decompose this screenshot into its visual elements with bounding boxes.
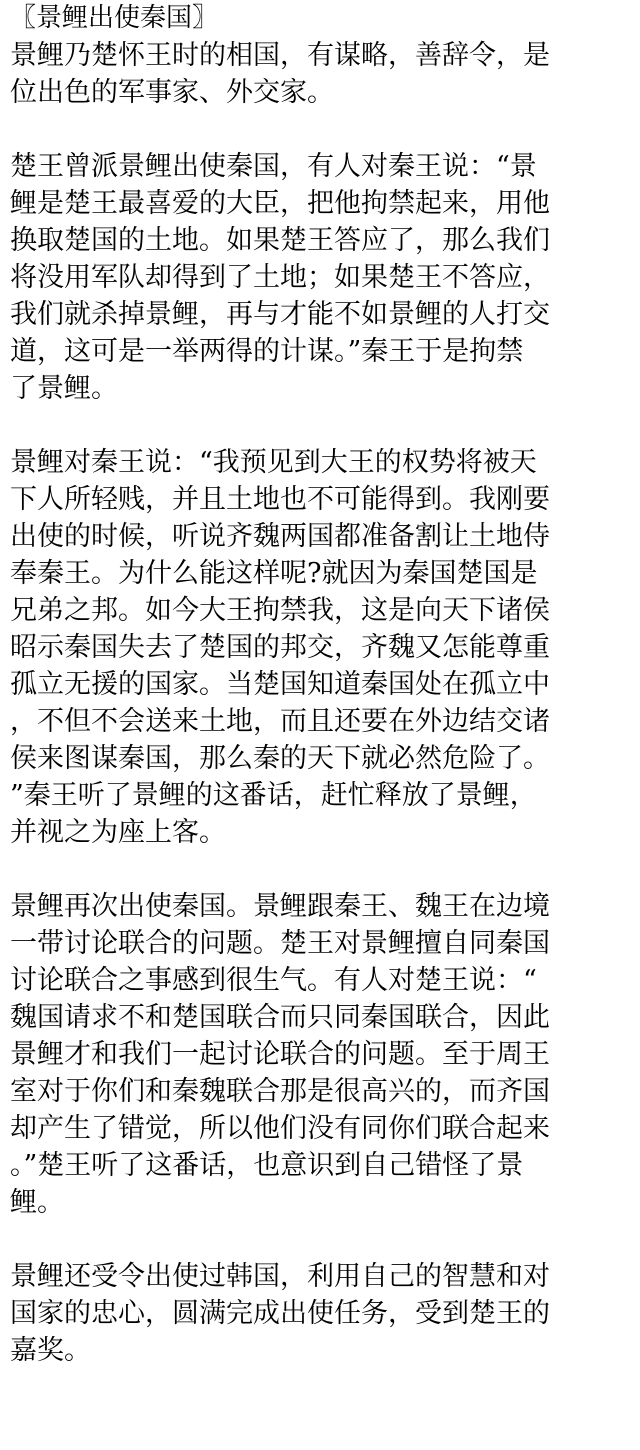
paragraph-detained [10, 148, 634, 407]
text-line: 侯来图谋秦国，那么秦的天下就必然危险了。 [10, 743, 550, 774]
text-line: 孤立无援的国家。当楚国知道秦国处在孤立中 [10, 669, 550, 700]
text-line: 了景鲤。 [10, 373, 118, 404]
paragraph-intro [10, 37, 634, 111]
text-line: 景鲤乃楚怀王时的相国，有谋略，善辞令，是 [10, 40, 550, 71]
text-line: 一带讨论联合的问题。楚王对景鲤擅自同秦国 [10, 928, 550, 959]
text-line: 楚王曾派景鲤出使秦国，有人对秦王说：“景 [10, 151, 537, 182]
text-line: 换取楚国的土地。如果楚王答应了，那么我们 [10, 225, 550, 256]
paragraph-persuasion [10, 444, 634, 851]
paragraph-gap [10, 111, 634, 148]
paragraph-gap [10, 851, 634, 888]
paragraph-gap [10, 407, 634, 444]
text-line: 却产生了错觉，所以他们没有同你们联合起来 [10, 1113, 550, 1144]
text-line: 位出色的军事家、外交家。 [10, 77, 334, 108]
text-line: 室对于你们和秦魏联合那是很高兴的，而齐国 [10, 1076, 550, 1107]
paragraph-second-mission [10, 888, 634, 1221]
text-line: 景鲤再次出使秦国。景鲤跟秦王、魏王在边境 [10, 891, 550, 922]
text-line: 景鲤才和我们一起讨论联合的问题。至于周王 [10, 1039, 550, 1070]
text-line: 鲤。 [10, 1187, 64, 1218]
doc-title: 〖景鲤出使秦国〗 [10, 3, 219, 33]
text-line: 。”楚王听了这番话，也意识到自己错怪了景 [10, 1150, 524, 1181]
text-line: 奉秦王。为什么能这样呢?就因为秦国楚国是 [10, 558, 538, 589]
text-line: 景鲤还受令出使过韩国，利用自己的智慧和对 [10, 1261, 550, 1292]
text-line: 鲤是楚王最喜爱的大臣，把他拘禁起来，用他 [10, 188, 550, 219]
paragraph-han-mission [10, 1258, 634, 1369]
text-line: 嘉奖。 [10, 1335, 91, 1366]
text-line: ”秦王听了景鲤的这番话，赶忙释放了景鲤， [10, 780, 537, 811]
text-line: 下人所轻贱，并且土地也不可能得到。我刚要 [10, 484, 550, 515]
text-line: 魏国请求不和楚国联合而只同秦国联合，因此 [10, 1002, 550, 1033]
paragraph-gap [10, 1221, 634, 1258]
text-line: 昭示秦国失去了楚国的邦交，齐魏又怎能尊重 [10, 632, 550, 663]
text-line: 将没用军队却得到了土地；如果楚王不答应， [10, 262, 550, 293]
text-line: 我们就杀掉景鲤，再与才能不如景鲤的人打交 [10, 299, 550, 330]
text-line: 并视之为座上客。 [10, 817, 226, 848]
text-line: 景鲤对秦王说：“我预见到大王的权势将被天 [10, 447, 537, 478]
text-line: 出使的时候，听说齐魏两国都准备割让土地侍 [10, 521, 550, 552]
text-line: 兄弟之邦。如今大王拘禁我，这是向天下诸侯 [10, 595, 550, 626]
text-line: 讨论联合之事感到很生气。有人对楚王说：“ [10, 965, 537, 996]
text-line: 道，这可是一举两得的计谋。”秦王于是拘禁 [10, 336, 524, 367]
text-line: 国家的忠心，圆满完成出使任务，受到楚王的 [10, 1298, 550, 1329]
document-body [10, 0, 634, 1369]
text-line: ，不但不会送来土地，而且还要在外边结交诸 [10, 706, 550, 737]
